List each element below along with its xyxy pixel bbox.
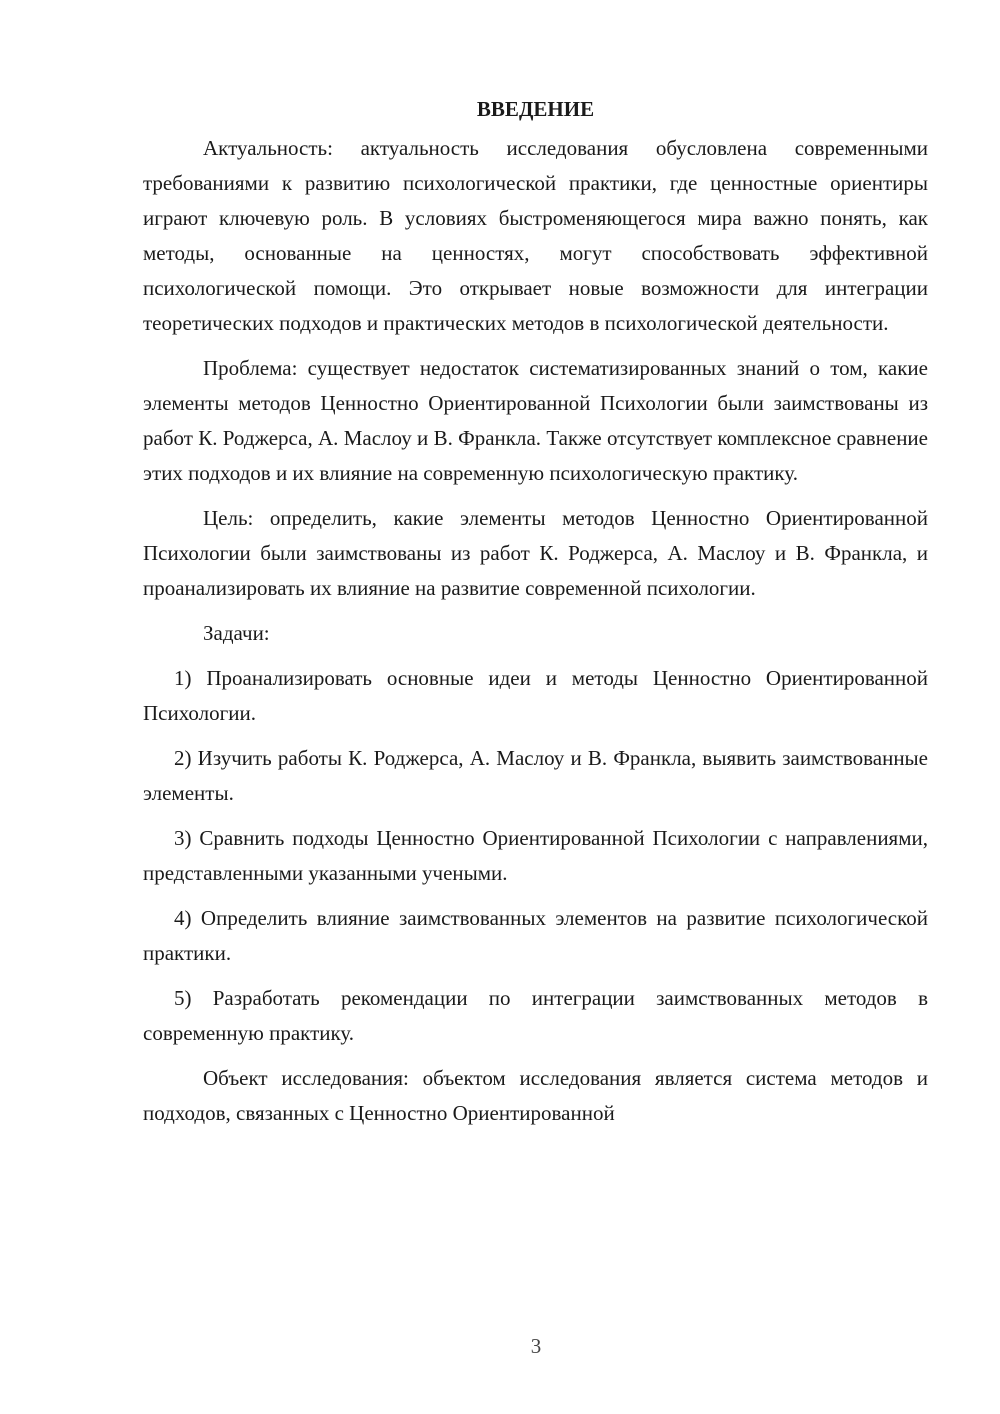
object-paragraph: Объект исследования: объектом исследования является система методов и подходов, связанных с Ценностно Ориентированной [143, 1066, 928, 1125]
tasks-label: Задачи: [203, 621, 270, 645]
task-item: 4) Определить влияние заимствованных элементов на развитие психологической практики. [143, 906, 928, 965]
page-title: ВВЕДЕНИЕ [476, 97, 595, 121]
task-item: 3) Сравнить подходы Ценностно Ориентированной Психологии с направлениями, представленными указанными учеными. [143, 826, 928, 885]
document-page [143, 92, 928, 1141]
page-number: 3 [530, 1334, 542, 1358]
task-item: 2) Изучить работы К. Роджерса, А. Маслоу и В. Франкла, выявить заимствованные элементы. [143, 746, 928, 805]
task-item: 1) Проанализировать основные идеи и методы Ценностно Ориентированной Психологии. [143, 666, 928, 725]
task-item: 5) Разработать рекомендации по интеграции заимствованных методов в современную практику. [143, 986, 928, 1045]
goal-paragraph: Цель: определить, какие элементы методов Ценностно Ориентированной Психологии были заимствованы из работ К. Роджерса, А. Маслоу и В. Франкла, и проанализировать их влияние на развитие современной психологии. [143, 506, 928, 600]
relevance-paragraph: Актуальность: актуальность исследования обусловлена современными требованиями к развитию психологической практики, где ценностные ориентиры играют ключевую роль. В условиях быстроменяющегося мира важно понять, как методы, основанные на ценностях, могут способствовать эффективной психологической помощи. Это открывает новые возможности для интеграции теоретических подходов и практических методов в психологической деятельности. [143, 136, 928, 335]
problem-paragraph: Проблема: существует недостаток систематизированных знаний о том, какие элементы методов Ценностно Ориентированной Психологии были заимствованы из работ К. Роджерса, А. Маслоу и В. Франкла. Также отсутствует комплексное сравнение этих подходов и их влияние на современную психологическую практику. [143, 356, 928, 485]
